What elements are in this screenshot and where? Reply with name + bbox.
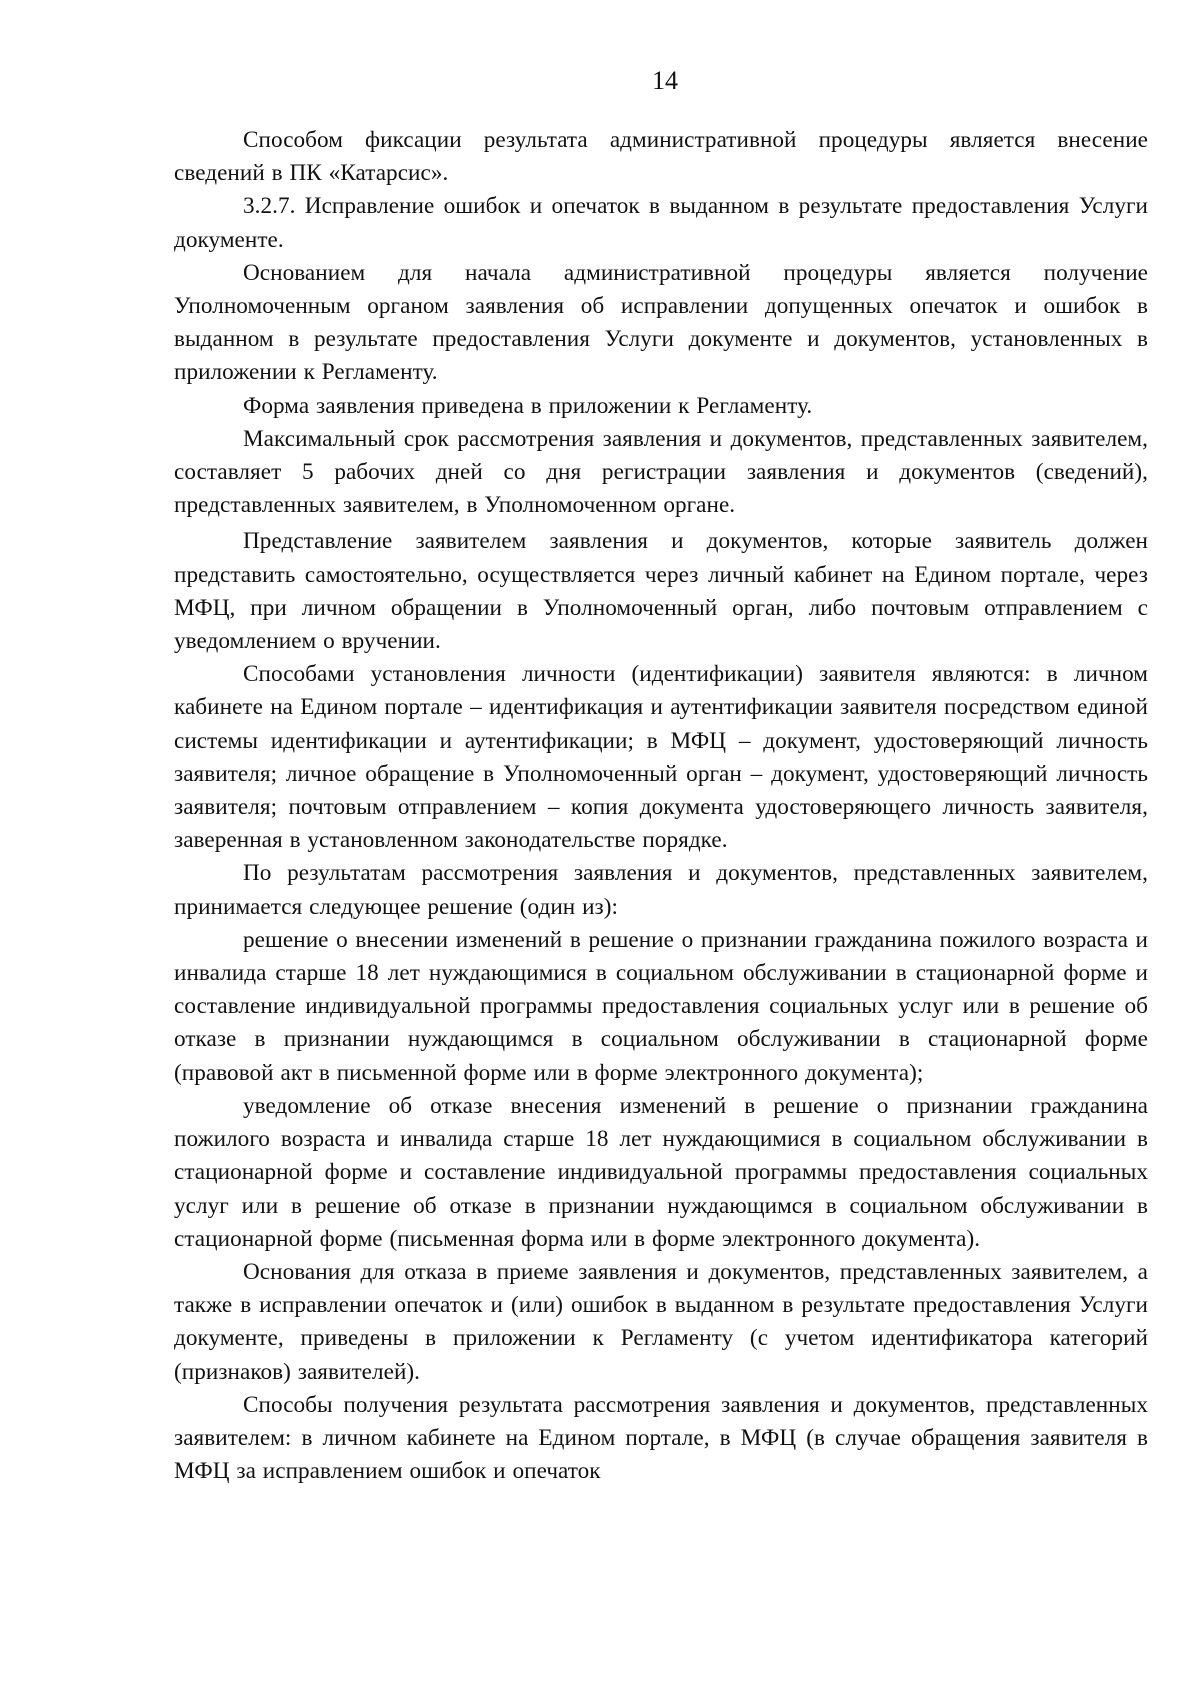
paragraph-decision-intro: По результатам рассмотрения заявления и документов, представленных заявителем, принимается следующее решение (один из):	[174, 860, 1148, 920]
page-number: 14	[652, 66, 678, 95]
paragraph-identification-methods: Способами установления личности (идентификации) заявителя являются: в личном кабинете на Едином портале – идентификация и аутентификации заявителя посредством единой системы идентификации и аутентификации; в МФЦ – документ, удостоверяющий личность заявителя; личное обращение в Уполномоченный орган – документ, удостоверяющий личность заявителя; почтовым отправлением – копия документа удостоверяющего личность заявителя, заверенная в установленном законодательстве порядке.	[174, 661, 1148, 854]
paragraph-submission-channels: Представление заявителем заявления и документов, которые заявитель должен представить самостоятельно, осуществляется через личный кабинет на Едином портале, через МФЦ, при личном обращении в Уполномоченный орган, либо почтовым отправлением с уведомлением о вручении.	[174, 528, 1148, 655]
paragraph-fixation-method: Способом фиксации результата административной процедуры является внесение сведений в ПК «Катарсис».	[174, 127, 1148, 187]
paragraph-result-delivery: Способы получения результата рассмотрения заявления и документов, представленных заявителем: в личном кабинете на Едином портале, в МФЦ (в случае обращения заявителя в МФЦ за исправлением ошибок и опечаток	[174, 1391, 1148, 1485]
paragraph-refusal-grounds: Основания для отказа в приеме заявления и документов, представленных заявителем, а также в исправлении опечаток и (или) ошибок в выданном в результате предоставления Услуги документе, приведены в приложении к Регламенту (с учетом идентификатора категорий (признаков) заявителей).	[174, 1258, 1148, 1385]
paragraph-section-3-2-7: 3.2.7. Исправление ошибок и опечаток в выданном в результате предоставления Услуги документе.	[174, 193, 1148, 253]
paragraph-application-form: Форма заявления приведена в приложении к Регламенту.	[243, 392, 813, 419]
paragraph-refusal-notice: уведомление об отказе внесения изменений в решение о признании гражданина пожилого возраста и инвалида старше 18 лет нуждающимися в социальном обслуживании в стационарной форме и составление индивидуальной программы предоставления социальных услуг или в решение об отказе в признании нуждающимся в социальном обслуживании в стационарной форме (письменная форма или в форме электронного документа).	[174, 1092, 1148, 1252]
paragraph-decision-amendment: решение о внесении изменений в решение о признании гражданина пожилого возраста и инвалида старше 18 лет нуждающимися в социальном обслуживании в стационарной форме и составление индивидуальной программы предоставления социальных услуг или в решение об отказе в признании нуждающимся в социальном обслуживании в стационарной форме (правовой акт в письменной форме или в форме электронного документа);	[174, 926, 1148, 1086]
paragraph-max-review-period: Максимальный срок рассмотрения заявления и документов, представленных заявителем, составляет 5 рабочих дней со дня регистрации заявления и документов (сведений), представленных заявителем, в Уполномоченном органе.	[174, 425, 1148, 519]
paragraph-procedure-basis: Основанием для начала административной процедуры является получение Уполномоченным органом заявления об исправлении допущенных опечаток и ошибок в выданном в результате предоставления Услуги документе и документов, установленных в приложении к Регламенту.	[174, 259, 1148, 386]
